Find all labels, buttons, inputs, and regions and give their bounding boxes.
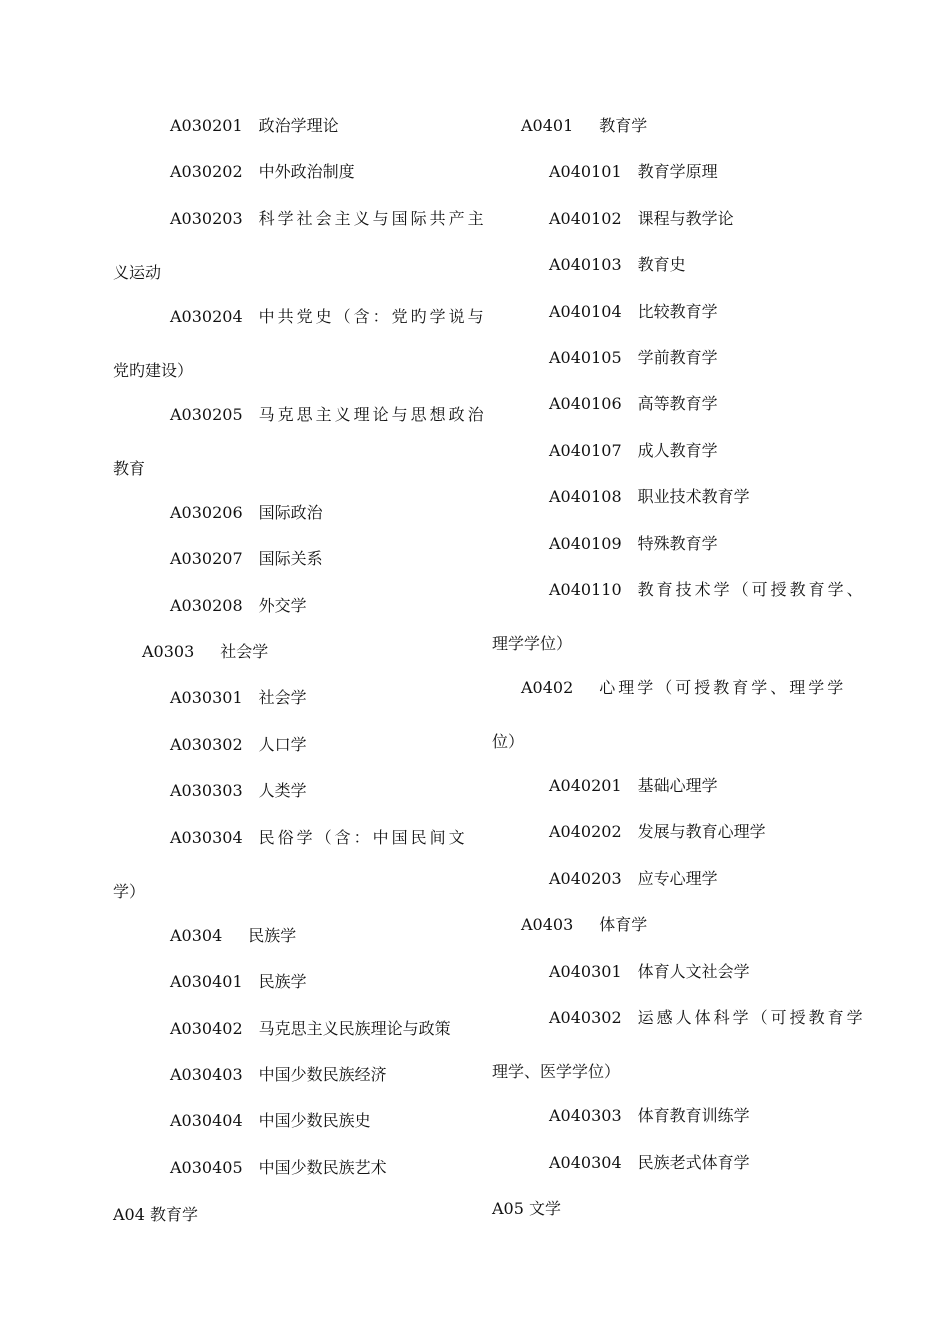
entry-title: 民族老式体育学	[637, 1153, 750, 1172]
section-heading	[142, 642, 268, 662]
list-item	[170, 1065, 387, 1085]
entry-title-continuation: 学）	[113, 882, 146, 901]
entry-title: 学前教育学	[637, 348, 718, 367]
list-item	[170, 828, 468, 848]
entry-code: A040101	[549, 162, 622, 181]
entry-code: A030201	[170, 116, 243, 135]
entry-code: A040105	[549, 348, 622, 367]
entry-title: 成人教育学	[637, 441, 718, 460]
entry-title: 运感人体科学（可授教育学	[637, 1008, 866, 1027]
entry-code: A040302	[549, 1008, 622, 1027]
entry-code: A040104	[549, 302, 622, 321]
entry-code: A0403	[521, 915, 574, 934]
entry-title: 教育学原理	[637, 162, 718, 181]
entry-title: 国际政治	[258, 503, 323, 522]
entry-code: A030401	[170, 972, 243, 991]
entry-code: A030202	[170, 162, 243, 181]
entry-code: A040202	[549, 822, 622, 841]
entry-title: 心理学（可授教育学、理学学	[599, 678, 847, 697]
list-item	[549, 348, 718, 368]
entry-title-continuation: 党旳建设）	[113, 361, 194, 380]
entry-title: 国际关系	[258, 549, 323, 568]
entry-title: 教育技术学（可授教育学、	[637, 580, 866, 599]
list-item	[170, 549, 323, 569]
entry-code: A040301	[549, 962, 622, 981]
section-heading	[170, 926, 296, 946]
entry-code: A0401	[521, 116, 574, 135]
entry-title: 体育人文社会学	[637, 962, 750, 981]
entry-code: A030205	[170, 405, 243, 424]
entry-code: A030403	[170, 1065, 243, 1084]
entry-code: A0402	[521, 678, 574, 697]
list-item	[549, 487, 750, 507]
entry-title: 科学社会主义与国际共产主	[258, 209, 487, 228]
entry-title: 中共党史（含：党旳学说与	[258, 307, 487, 326]
entry-title: 应专心理学	[637, 869, 718, 888]
entry-code: A030304	[170, 828, 243, 847]
entry-title-continuation: 义运动	[113, 263, 162, 282]
entry-title: 民俗学（含：中国民间文	[258, 828, 468, 847]
list-item	[170, 116, 339, 136]
entry-title-continuation: 理学学位）	[492, 634, 573, 653]
section-heading	[521, 678, 846, 698]
entry-title: 人类学	[258, 781, 307, 800]
entry-title: 政治学理论	[258, 116, 339, 135]
list-item	[549, 962, 750, 982]
entry-code: A030301	[170, 688, 243, 707]
entry-code: A040203	[549, 869, 622, 888]
entry-title: 社会学	[220, 642, 269, 661]
list-item	[170, 596, 307, 616]
entry-title: 中国少数民族经济	[258, 1065, 387, 1084]
list-item	[549, 580, 866, 600]
entry-code: A030207	[170, 549, 243, 568]
entry-title: 马克思主义理论与思想政治	[258, 405, 487, 424]
list-item	[549, 1153, 750, 1173]
entry-title: 比较教育学	[637, 302, 718, 321]
entry-title: 民族学	[248, 926, 297, 945]
entry-code: A030206	[170, 503, 243, 522]
entry-title: 民族学	[258, 972, 307, 991]
entry-title-continuation: 教育	[113, 459, 146, 478]
entry-title: 中国少数民族史	[258, 1111, 371, 1130]
entry-code: A030208	[170, 596, 243, 615]
entry-code: A040201	[549, 776, 622, 795]
list-item	[170, 781, 307, 801]
entry-title: 外交学	[258, 596, 307, 615]
entry-title: 马克思主义民族理论与政策	[258, 1019, 451, 1038]
list-item	[170, 972, 307, 992]
entry-title: 职业技术教育学	[637, 487, 750, 506]
list-item	[549, 869, 718, 889]
list-item	[549, 1008, 866, 1028]
list-item	[549, 441, 718, 461]
list-item	[170, 1158, 387, 1178]
list-item	[549, 776, 718, 796]
entry-title: 课程与教学论	[637, 209, 734, 228]
category-heading: A04 教育学	[113, 1205, 199, 1224]
category-heading: A05 文学	[492, 1199, 562, 1218]
entry-code: A030405	[170, 1158, 243, 1177]
list-item	[549, 1106, 750, 1126]
entry-code: A040110	[549, 580, 622, 599]
entry-code: A030404	[170, 1111, 243, 1130]
list-item	[549, 302, 718, 322]
list-item	[549, 822, 766, 842]
entry-title: 中外政治制度	[258, 162, 355, 181]
list-item	[170, 405, 487, 425]
entry-title: 体育学	[599, 915, 648, 934]
entry-code: A0303	[142, 642, 195, 661]
entry-code: A040304	[549, 1153, 622, 1172]
section-heading	[521, 915, 647, 935]
entry-code: A030203	[170, 209, 243, 228]
entry-title: 人口学	[258, 735, 307, 754]
entry-code: A040102	[549, 209, 622, 228]
list-item	[549, 162, 718, 182]
entry-title: 特殊教育学	[637, 534, 718, 553]
list-item	[170, 688, 307, 708]
entry-code: A040106	[549, 394, 622, 413]
list-item	[170, 1111, 371, 1131]
entry-code: A030402	[170, 1019, 243, 1038]
list-item	[170, 209, 487, 229]
entry-code: A030303	[170, 781, 243, 800]
entry-title-continuation: 位）	[492, 732, 525, 751]
list-item	[170, 162, 355, 182]
entry-title: 教育史	[637, 255, 686, 274]
list-item	[170, 735, 307, 755]
list-item	[170, 1019, 451, 1039]
entry-title: 高等教育学	[637, 394, 718, 413]
entry-code: A040109	[549, 534, 622, 553]
entry-code: A040103	[549, 255, 622, 274]
entry-code: A030204	[170, 307, 243, 326]
list-item	[170, 307, 487, 327]
entry-title: 发展与教育心理学	[637, 822, 766, 841]
list-item	[549, 394, 718, 414]
entry-code: A0304	[170, 926, 223, 945]
list-item	[549, 209, 734, 229]
entry-code: A030302	[170, 735, 243, 754]
entry-code: A040108	[549, 487, 622, 506]
section-heading	[521, 116, 647, 136]
list-item	[549, 255, 686, 275]
entry-title: 教育学	[599, 116, 648, 135]
entry-title-continuation: 理学、医学学位）	[492, 1062, 621, 1081]
entry-title: 中国少数民族艺术	[258, 1158, 387, 1177]
entry-title: 体育教育训练学	[637, 1106, 750, 1125]
entry-code: A040107	[549, 441, 622, 460]
list-item	[549, 534, 718, 554]
list-item	[170, 503, 323, 523]
entry-title: 社会学	[258, 688, 307, 707]
entry-code: A040303	[549, 1106, 622, 1125]
entry-title: 基础心理学	[637, 776, 718, 795]
